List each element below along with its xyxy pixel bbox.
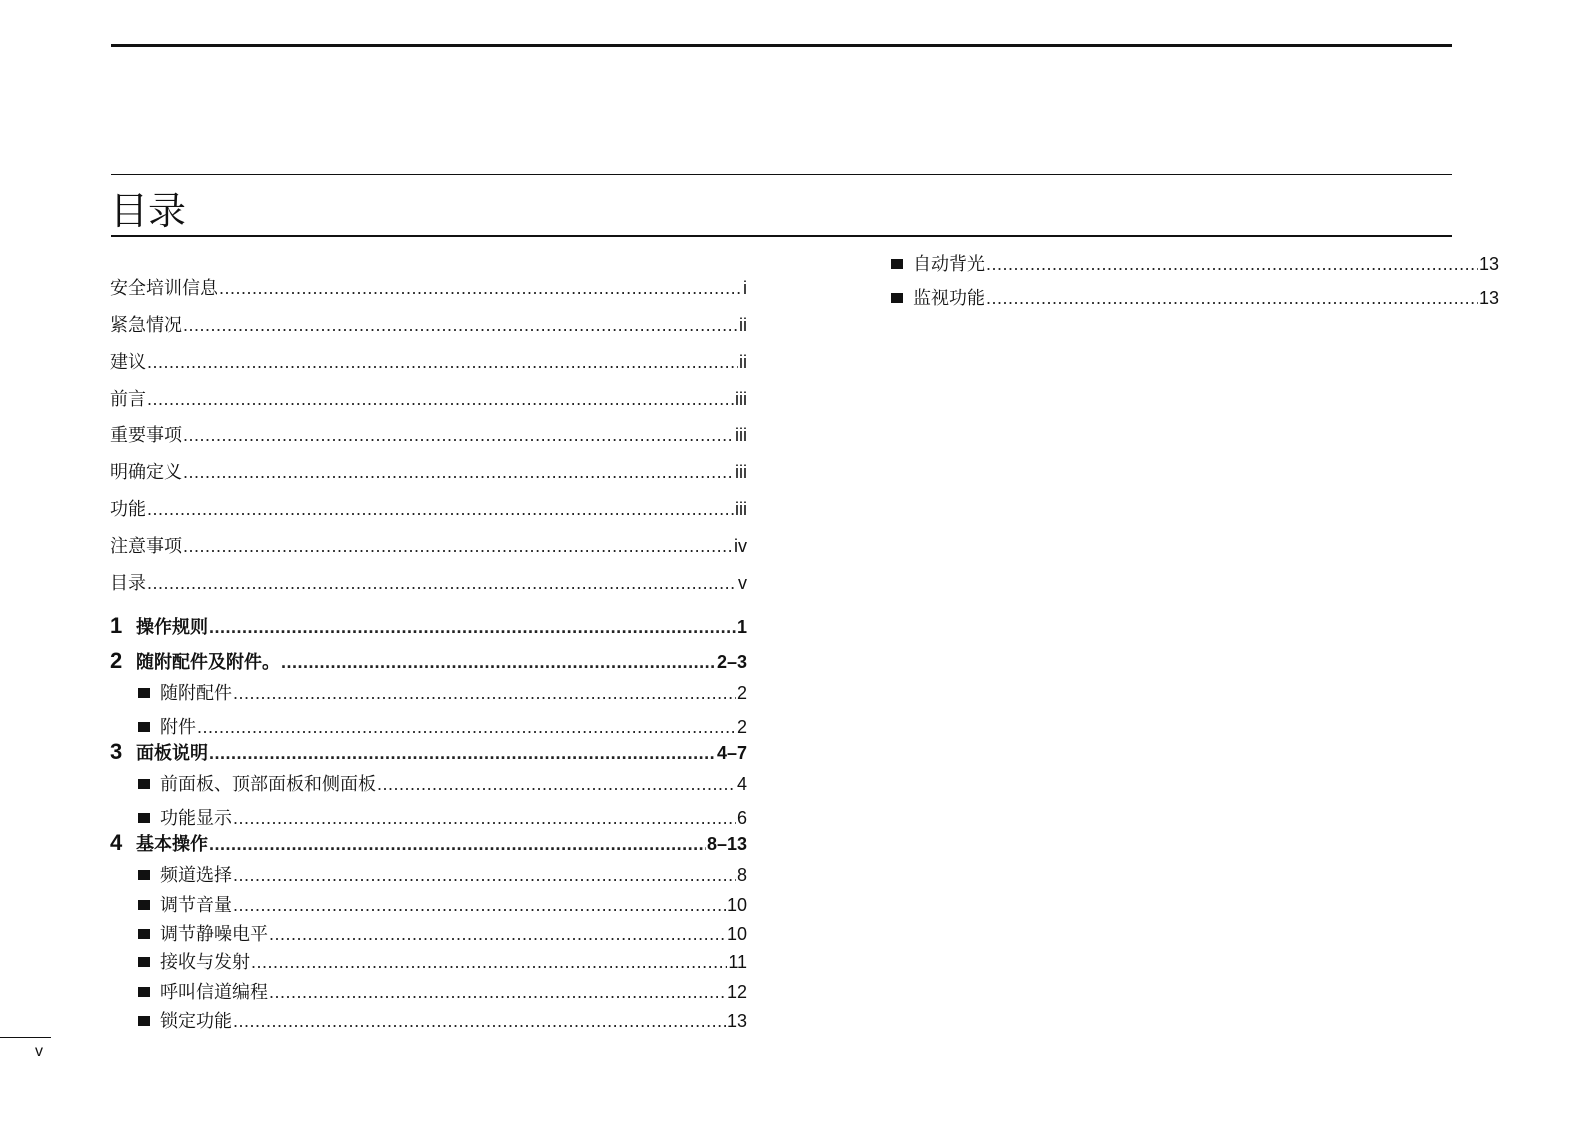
toc-subentry-page: 2 bbox=[736, 717, 747, 737]
toc-subentry-label bbox=[138, 951, 250, 973]
toc-chapter-label bbox=[110, 832, 208, 855]
chapter-title: 随附配件及附件。 bbox=[136, 652, 280, 672]
toc-entry-label: 重要事项 bbox=[110, 425, 182, 445]
toc-subentry-label bbox=[138, 923, 268, 945]
toc-subentry-page: 13 bbox=[726, 1011, 747, 1031]
folio-rule bbox=[0, 1037, 51, 1038]
toc-entry-label: 安全培训信息 bbox=[110, 278, 218, 298]
toc-entry-label: 功能 bbox=[110, 499, 146, 519]
dot-leader bbox=[209, 833, 706, 855]
toc-entry[interactable] bbox=[110, 498, 747, 520]
toc-subentry[interactable] bbox=[138, 894, 747, 916]
toc-subentry-page: 8 bbox=[736, 865, 747, 885]
toc-entry[interactable] bbox=[110, 314, 747, 336]
toc-entry[interactable] bbox=[110, 461, 747, 483]
dot-leader bbox=[197, 716, 736, 738]
toc-subentry-page: 6 bbox=[736, 808, 747, 828]
square-bullet-icon bbox=[138, 929, 150, 939]
square-bullet-icon bbox=[138, 900, 150, 910]
square-bullet-icon bbox=[138, 688, 150, 698]
square-bullet-icon bbox=[891, 259, 903, 269]
dot-leader bbox=[251, 951, 727, 973]
toc-chapter-page: 2–3 bbox=[716, 652, 747, 672]
dot-leader bbox=[233, 864, 736, 886]
toc-entry-label: 紧急情况 bbox=[110, 315, 182, 335]
toc-chapter[interactable] bbox=[110, 650, 747, 673]
dot-leader bbox=[183, 314, 738, 336]
toc-subentry-label bbox=[138, 773, 376, 795]
toc-subentry[interactable] bbox=[138, 807, 747, 829]
toc-chapter-page: 1 bbox=[736, 617, 747, 637]
toc-subentry-label bbox=[891, 287, 985, 309]
toc-entry[interactable] bbox=[110, 351, 747, 373]
subentry-title: 频道选择 bbox=[160, 865, 232, 885]
toc-entry[interactable] bbox=[110, 424, 747, 446]
subentry-title: 接收与发射 bbox=[160, 952, 250, 972]
dot-leader bbox=[209, 616, 736, 638]
toc-entry-label: 前言 bbox=[110, 389, 146, 409]
square-bullet-icon bbox=[138, 813, 150, 823]
toc-entry[interactable] bbox=[110, 388, 747, 410]
toc-chapter-page: 8–13 bbox=[706, 834, 747, 854]
toc-chapter-page: 4–7 bbox=[716, 743, 747, 763]
toc-subentry[interactable] bbox=[138, 716, 747, 738]
toc-entry-page: ii bbox=[739, 352, 747, 372]
toc-entry-label: 目录 bbox=[110, 573, 146, 593]
toc-entry-page: i bbox=[743, 278, 747, 298]
dot-leader bbox=[147, 572, 737, 594]
toc-subentry-page: 13 bbox=[1478, 288, 1499, 308]
toc-subentry[interactable] bbox=[891, 287, 1499, 309]
toc-entry-page: iii bbox=[735, 389, 747, 409]
toc-subentry[interactable] bbox=[138, 864, 747, 886]
toc-chapter-label bbox=[110, 741, 208, 764]
subentry-title: 锁定功能 bbox=[160, 1011, 232, 1031]
toc-subentry-label bbox=[138, 807, 232, 829]
subentry-title: 调节静噪电平 bbox=[160, 924, 268, 944]
square-bullet-icon bbox=[891, 293, 903, 303]
toc-subentry[interactable] bbox=[138, 951, 747, 973]
toc-entry-label: 建议 bbox=[110, 352, 146, 372]
toc-subentry-label bbox=[138, 894, 232, 916]
top-rule bbox=[111, 44, 1452, 47]
dot-leader bbox=[233, 894, 726, 916]
toc-subentry-label bbox=[891, 253, 985, 275]
toc-subentry[interactable] bbox=[138, 981, 747, 1003]
dot-leader bbox=[147, 498, 734, 520]
square-bullet-icon bbox=[138, 957, 150, 967]
toc-chapter-label bbox=[110, 650, 280, 673]
toc-entry-page: iii bbox=[735, 499, 747, 519]
toc-chapter[interactable] bbox=[110, 832, 747, 855]
page-number: v bbox=[35, 1043, 43, 1060]
dot-leader bbox=[281, 651, 716, 673]
toc-entry-page: ii bbox=[739, 315, 747, 335]
toc-entry[interactable] bbox=[110, 277, 747, 299]
toc-subentry-page: 13 bbox=[1478, 254, 1499, 274]
toc-subentry-label bbox=[138, 716, 196, 738]
dot-leader bbox=[209, 742, 716, 764]
toc-entry[interactable] bbox=[110, 572, 747, 594]
square-bullet-icon bbox=[138, 779, 150, 789]
toc-subentry[interactable] bbox=[138, 773, 747, 795]
dot-leader bbox=[233, 807, 736, 829]
subentry-title: 附件 bbox=[160, 717, 196, 737]
section-rule bbox=[111, 174, 1452, 175]
toc-entry-page: iii bbox=[735, 425, 747, 445]
subentry-title: 自动背光 bbox=[913, 254, 985, 274]
dot-leader bbox=[269, 923, 726, 945]
chapter-title: 基本操作 bbox=[136, 834, 208, 854]
dot-leader bbox=[183, 535, 733, 557]
dot-leader bbox=[183, 424, 734, 446]
chapter-number: 1 bbox=[110, 613, 123, 638]
dot-leader bbox=[233, 682, 736, 704]
square-bullet-icon bbox=[138, 870, 150, 880]
dot-leader bbox=[233, 1010, 726, 1032]
subentry-title: 前面板、顶部面板和侧面板 bbox=[160, 774, 376, 794]
toc-subentry-page: 2 bbox=[736, 683, 747, 703]
toc-entry-label: 明确定义 bbox=[110, 462, 182, 482]
toc-entry[interactable] bbox=[110, 535, 747, 557]
subentry-title: 随附配件 bbox=[160, 683, 232, 703]
toc-chapter[interactable] bbox=[110, 615, 747, 638]
chapter-number: 3 bbox=[110, 739, 123, 764]
toc-subentry[interactable] bbox=[138, 1010, 747, 1032]
chapter-title: 操作规则 bbox=[136, 617, 208, 637]
chapter-number: 2 bbox=[110, 648, 123, 673]
dot-leader bbox=[377, 773, 736, 795]
dot-leader bbox=[147, 388, 734, 410]
toc-chapter[interactable] bbox=[110, 741, 747, 764]
square-bullet-icon bbox=[138, 987, 150, 997]
toc-subentry-page: 10 bbox=[726, 895, 747, 915]
toc-subentry-page: 10 bbox=[726, 924, 747, 944]
title-underline bbox=[111, 235, 1452, 237]
dot-leader bbox=[269, 981, 726, 1003]
square-bullet-icon bbox=[138, 1016, 150, 1026]
toc-chapter-label bbox=[110, 615, 208, 638]
subentry-title: 呼叫信道编程 bbox=[160, 982, 268, 1002]
subentry-title: 调节音量 bbox=[160, 895, 232, 915]
toc-entry-page: v bbox=[738, 573, 747, 593]
toc-subentry-page: 12 bbox=[726, 982, 747, 1002]
toc-entry-label: 注意事项 bbox=[110, 536, 182, 556]
square-bullet-icon bbox=[138, 722, 150, 732]
toc-subentry-page: 4 bbox=[736, 774, 747, 794]
dot-leader bbox=[986, 287, 1478, 309]
toc-entry-page: iii bbox=[735, 462, 747, 482]
toc-subentry-label bbox=[138, 864, 232, 886]
page-title: 目录 bbox=[110, 191, 187, 233]
toc-subentry-page: 11 bbox=[728, 952, 747, 972]
dot-leader bbox=[219, 277, 742, 299]
subentry-title: 监视功能 bbox=[913, 288, 985, 308]
toc-subentry[interactable] bbox=[138, 923, 747, 945]
dot-leader bbox=[147, 351, 738, 373]
toc-subentry-label bbox=[138, 981, 268, 1003]
toc-subentry[interactable] bbox=[138, 682, 747, 704]
chapter-number: 4 bbox=[110, 830, 123, 855]
dot-leader bbox=[183, 461, 734, 483]
toc-subentry-label bbox=[138, 682, 232, 704]
toc-subentry-label bbox=[138, 1010, 232, 1032]
dot-leader bbox=[986, 253, 1478, 275]
subentry-title: 功能显示 bbox=[160, 808, 232, 828]
toc-entry-page: iv bbox=[734, 536, 747, 556]
toc-subentry[interactable] bbox=[891, 253, 1499, 275]
chapter-title: 面板说明 bbox=[136, 743, 208, 763]
